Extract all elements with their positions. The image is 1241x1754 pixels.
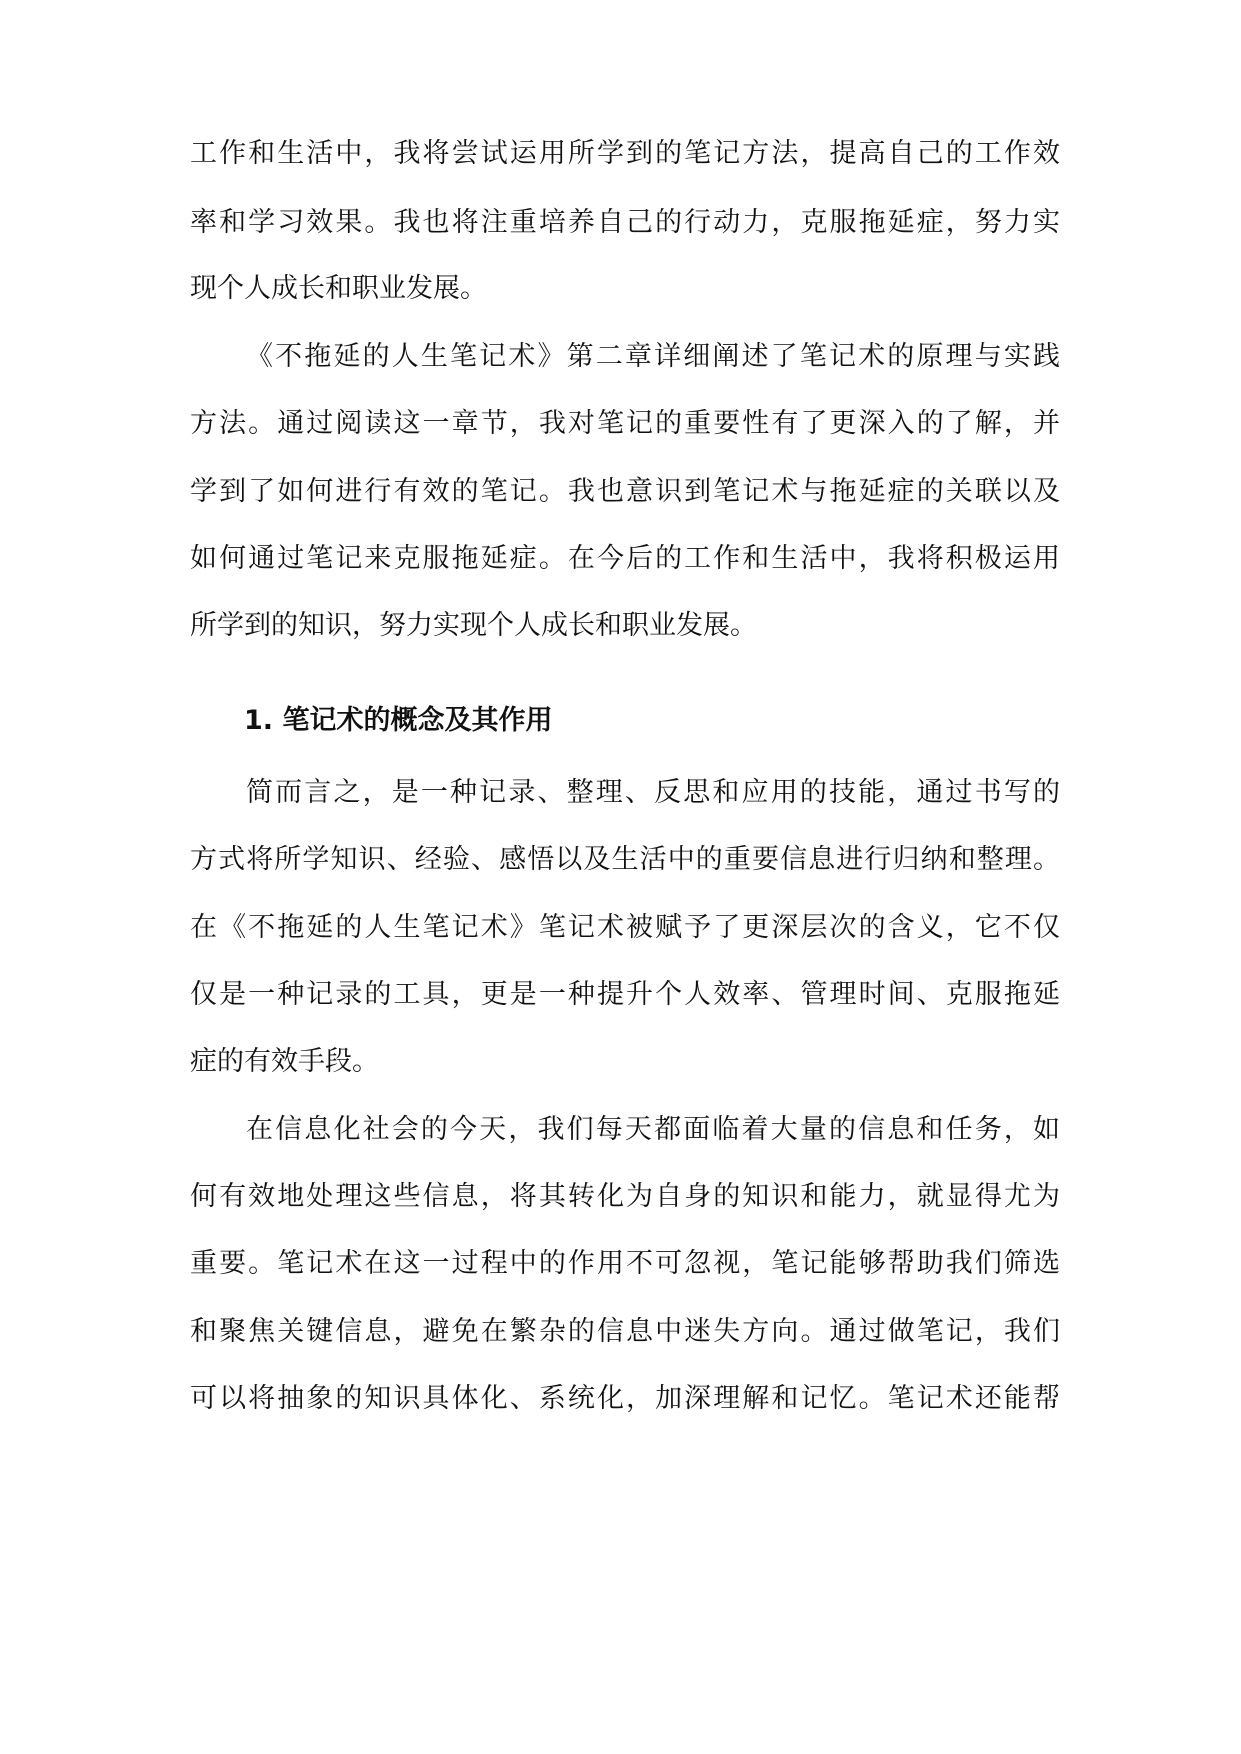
section-heading: 1. 笔记术的概念及其作用: [244, 705, 553, 736]
paragraph-2-line-4: 如何通过笔记来克服拖延症。在今后的工作和生活中，我将积极运用: [190, 543, 1060, 574]
paragraph-2-line-3: 学到了如何进行有效的笔记。我也意识到笔记术与拖延症的关联以及: [190, 476, 1060, 507]
paragraph-2-line-1: 《不拖延的人生笔记术》第二章详细阐述了笔记术的原理与实践: [246, 341, 1060, 372]
paragraph-4-line-3: 重要。笔记术在这一过程中的作用不可忽视，笔记能够帮助我们筛选: [190, 1248, 1060, 1279]
paragraph-4-line-5: 可以将抽象的知识具体化、系统化，加深理解和记忆。笔记术还能帮: [190, 1383, 1060, 1414]
paragraph-4-line-2: 何有效地处理这些信息，将其转化为自身的知识和能力，就显得尤为: [190, 1181, 1060, 1212]
paragraph-4-line-4: 和聚焦关键信息，避免在繁杂的信息中迷失方向。通过做笔记，我们: [190, 1316, 1060, 1347]
paragraph-4-line-1: 在信息化社会的今天，我们每天都面临着大量的信息和任务，如: [246, 1114, 1060, 1145]
paragraph-3-line-3: 在《不拖延的人生笔记术》笔记术被赋予了更深层次的含义，它不仅: [190, 912, 1060, 943]
paragraph-1-line-1: 工作和生活中，我将尝试运用所学到的笔记方法，提高自己的工作效: [190, 138, 1060, 169]
paragraph-3-line-1: 简而言之，是一种记录、整理、反思和应用的技能，通过书写的: [246, 777, 1060, 808]
paragraph-2-line-5: 所学到的知识，努力实现个人成长和职业发展。: [190, 610, 757, 641]
paragraph-3-line-2: 方式将所学知识、经验、感悟以及生活中的重要信息进行归纳和整理。: [190, 844, 1060, 875]
paragraph-3-line-4: 仅是一种记录的工具，更是一种提升个人效率、管理时间、克服拖延: [190, 979, 1060, 1010]
paragraph-3-line-5: 症的有效手段。: [190, 1046, 379, 1077]
paragraph-2-line-2: 方法。通过阅读这一章节，我对笔记的重要性有了更深入的了解，并: [190, 408, 1060, 439]
paragraph-1-line-3: 现个人成长和职业发展。: [190, 273, 487, 304]
paragraph-1-line-2: 率和学习效果。我也将注重培养自己的行动力，克服拖延症，努力实: [190, 207, 1060, 238]
